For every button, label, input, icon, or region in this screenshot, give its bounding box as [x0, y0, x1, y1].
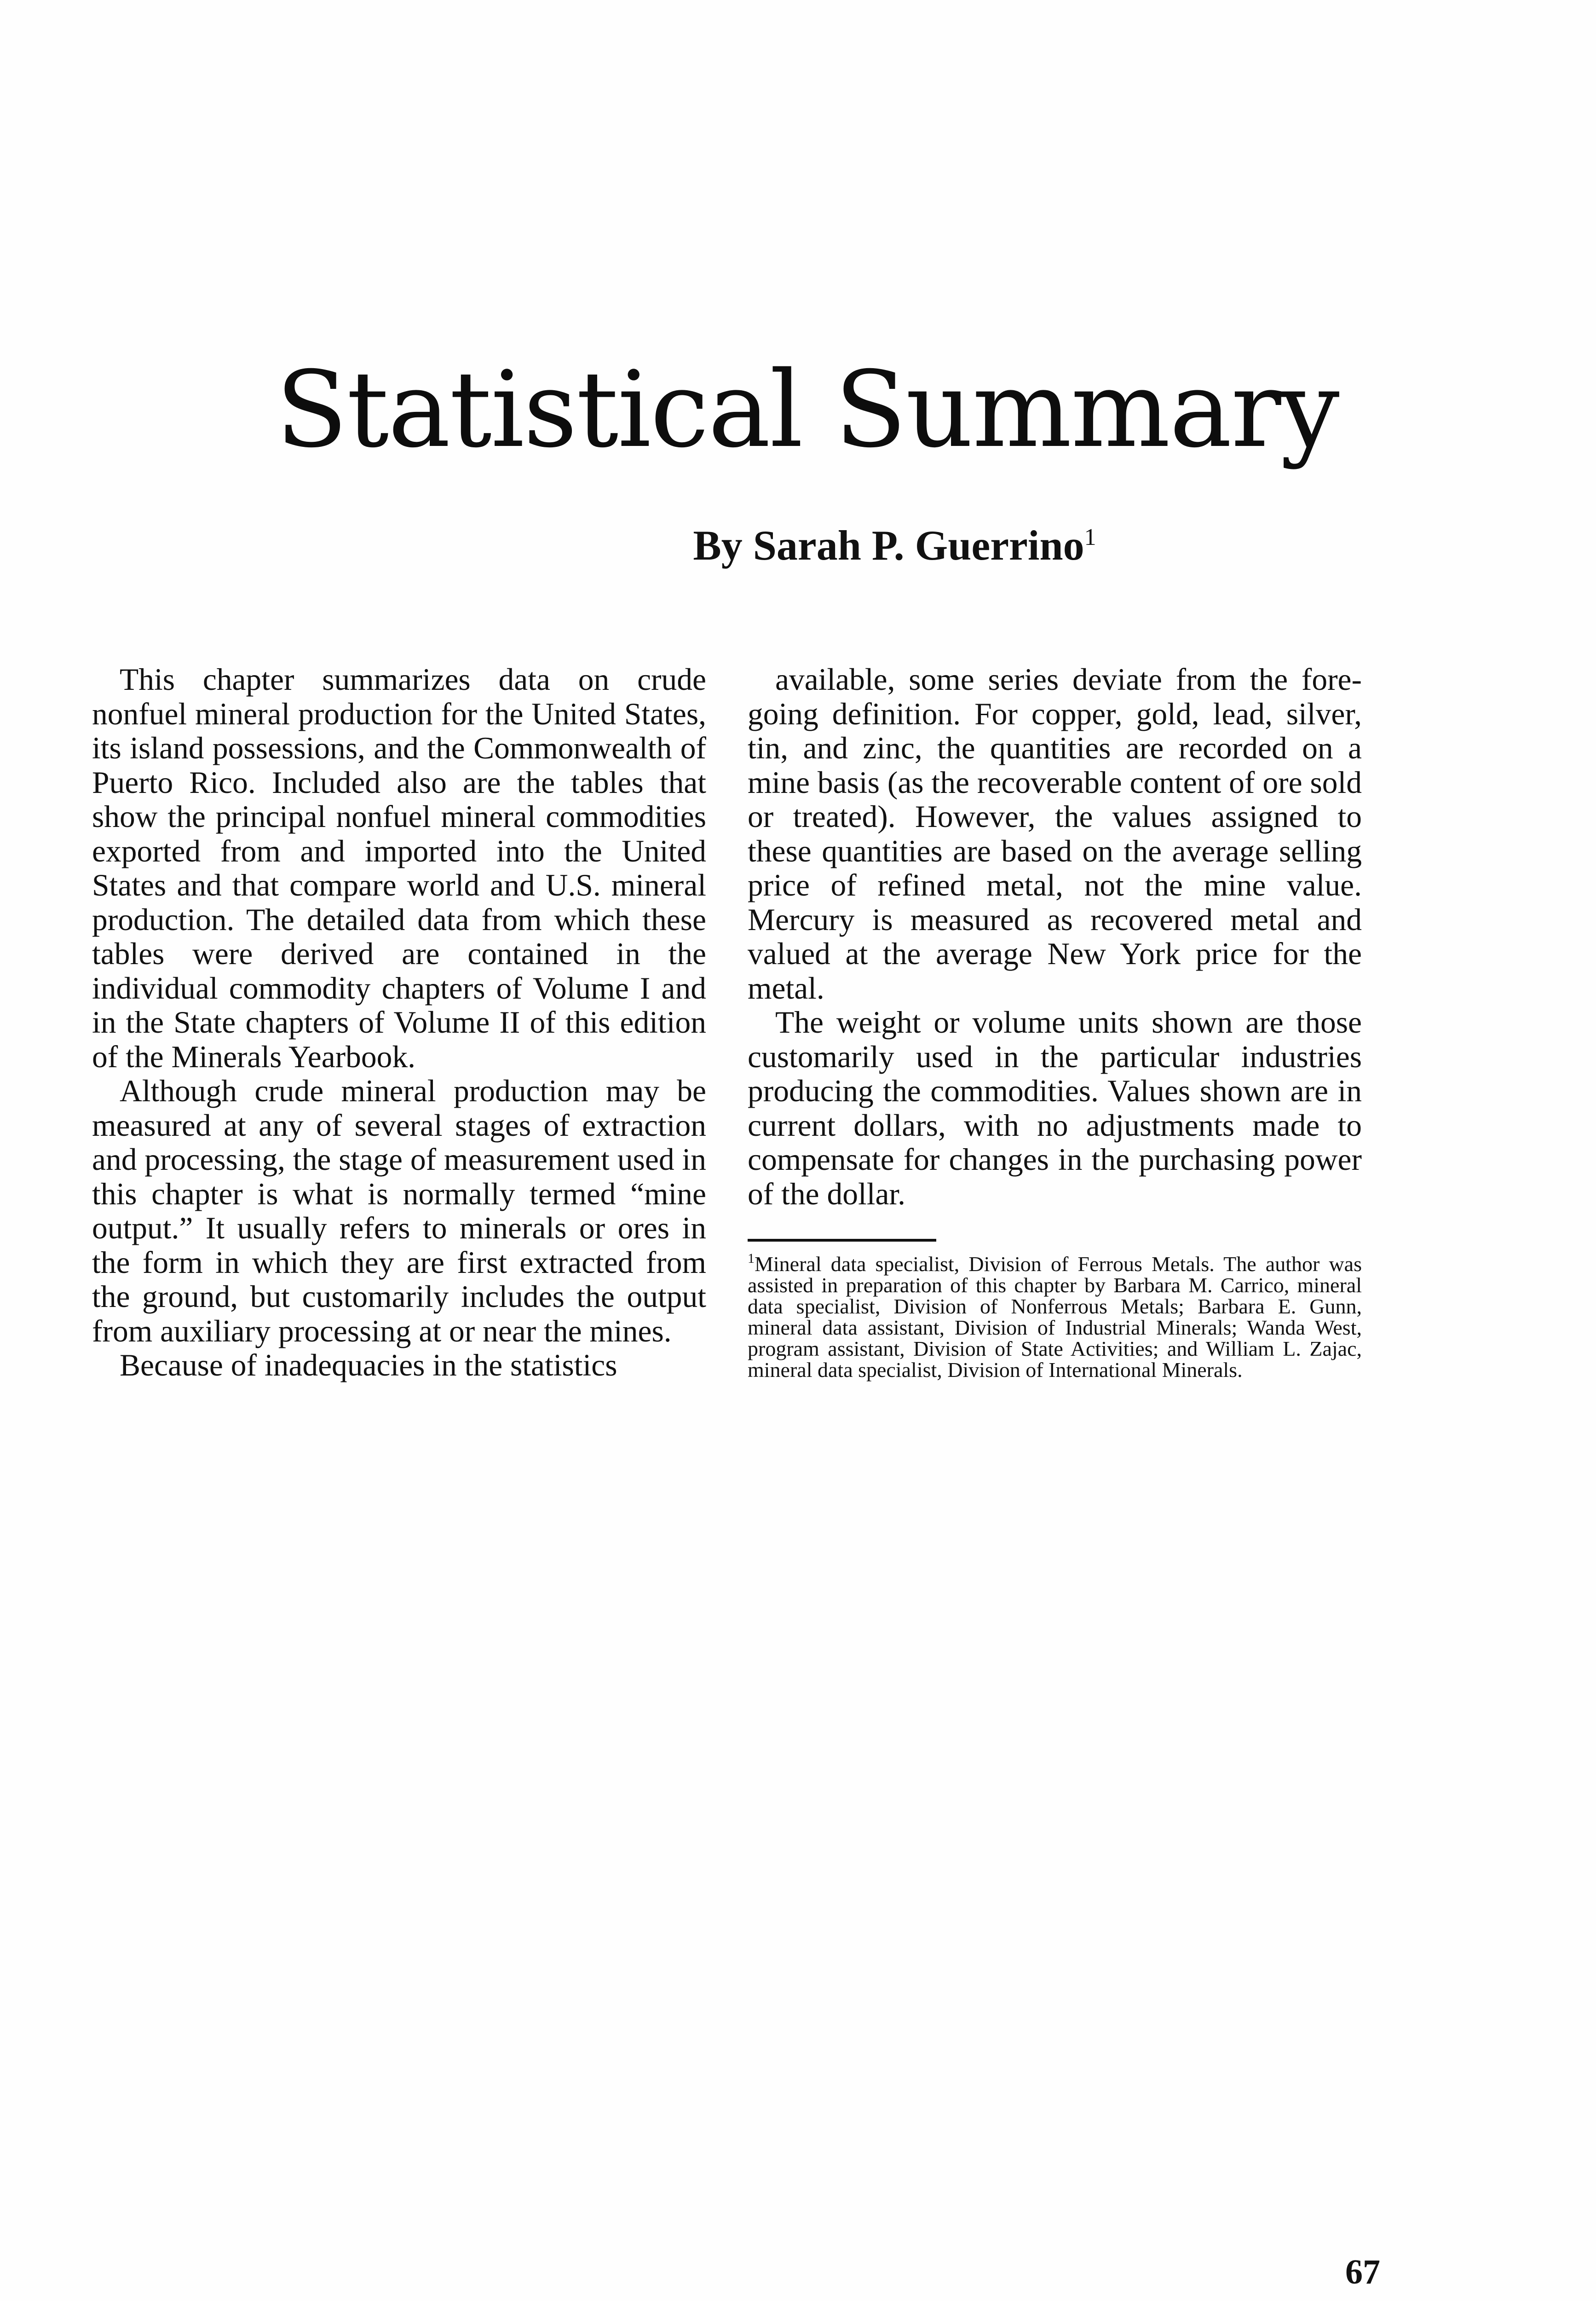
- footnote-text: Mineral data specialist, Division of Ferrous Metals. The author was assisted in preparation of this chapter by Barbara M. Carrico, mineral data specialist, Division of Nonferrous Metals; Barbara E. Gunn, mineral data assistant, Division of Industrial Minerals; Wanda West, program assistant, Division of State Activities; and William L. Zajac, mineral data specialist, Division of International Minerals.: [748, 1252, 1362, 1382]
- paragraph: available, some series deviate from the foregoing definition. For copper, gold, lead, silver, tin, and zinc, the quantities are recorded on a mine basis (as the recoverable content of ore sold or treated). However, the values assigned to these quantities are based on the average selling price of refined metal, not the mine value. Mercury is measured as recovered metal and valued at the average New York price for the metal.: [748, 662, 1362, 1006]
- page-number: 67: [1345, 2253, 1380, 2291]
- footnote-divider: [748, 1239, 936, 1242]
- author-name: By Sarah P. Guerrino: [693, 522, 1084, 569]
- paragraph: This chapter summarizes data on crude nonfuel mineral production for the United States, its island possessions, and the Commonwealth of Puerto Rico. Included also are the tables that show the principal nonfuel mineral commodities exported from and imported into the United States and that compare world and U.S. mineral production. The detailed data from which these tables were derived are contained in the individual commodity chapters of Volume I and in the State chapters of Volume II of this edition of the Minerals Yearbook.: [92, 662, 706, 1074]
- paragraph: The weight or volume units shown are those customarily used in the particular industries producing the commodities. Values shown are in current dollars, with no adjustments made to compensate for changes in the purchasing power of the dollar.: [748, 1005, 1362, 1211]
- paragraph: Although crude mineral production may be measured at any of several stages of extraction and processing, the stage of measurement used in this chapter is what is normally termed “mine output.” It usually refers to minerals or ores in the form in which they are first extracted from the ground, but customarily includes the output from auxiliary processing at or near the mines.: [92, 1074, 706, 1348]
- left-column: [92, 663, 706, 1383]
- paragraph: Because of inadequacies in the statistics: [120, 1348, 617, 1382]
- byline: [0, 520, 1596, 571]
- footnote: [748, 1251, 1362, 1382]
- author-footnote-marker: 1: [1084, 524, 1096, 550]
- right-column: [748, 663, 1362, 1381]
- chapter-title: Statistical Summary: [276, 348, 1339, 471]
- footnote-marker: 1: [748, 1251, 755, 1266]
